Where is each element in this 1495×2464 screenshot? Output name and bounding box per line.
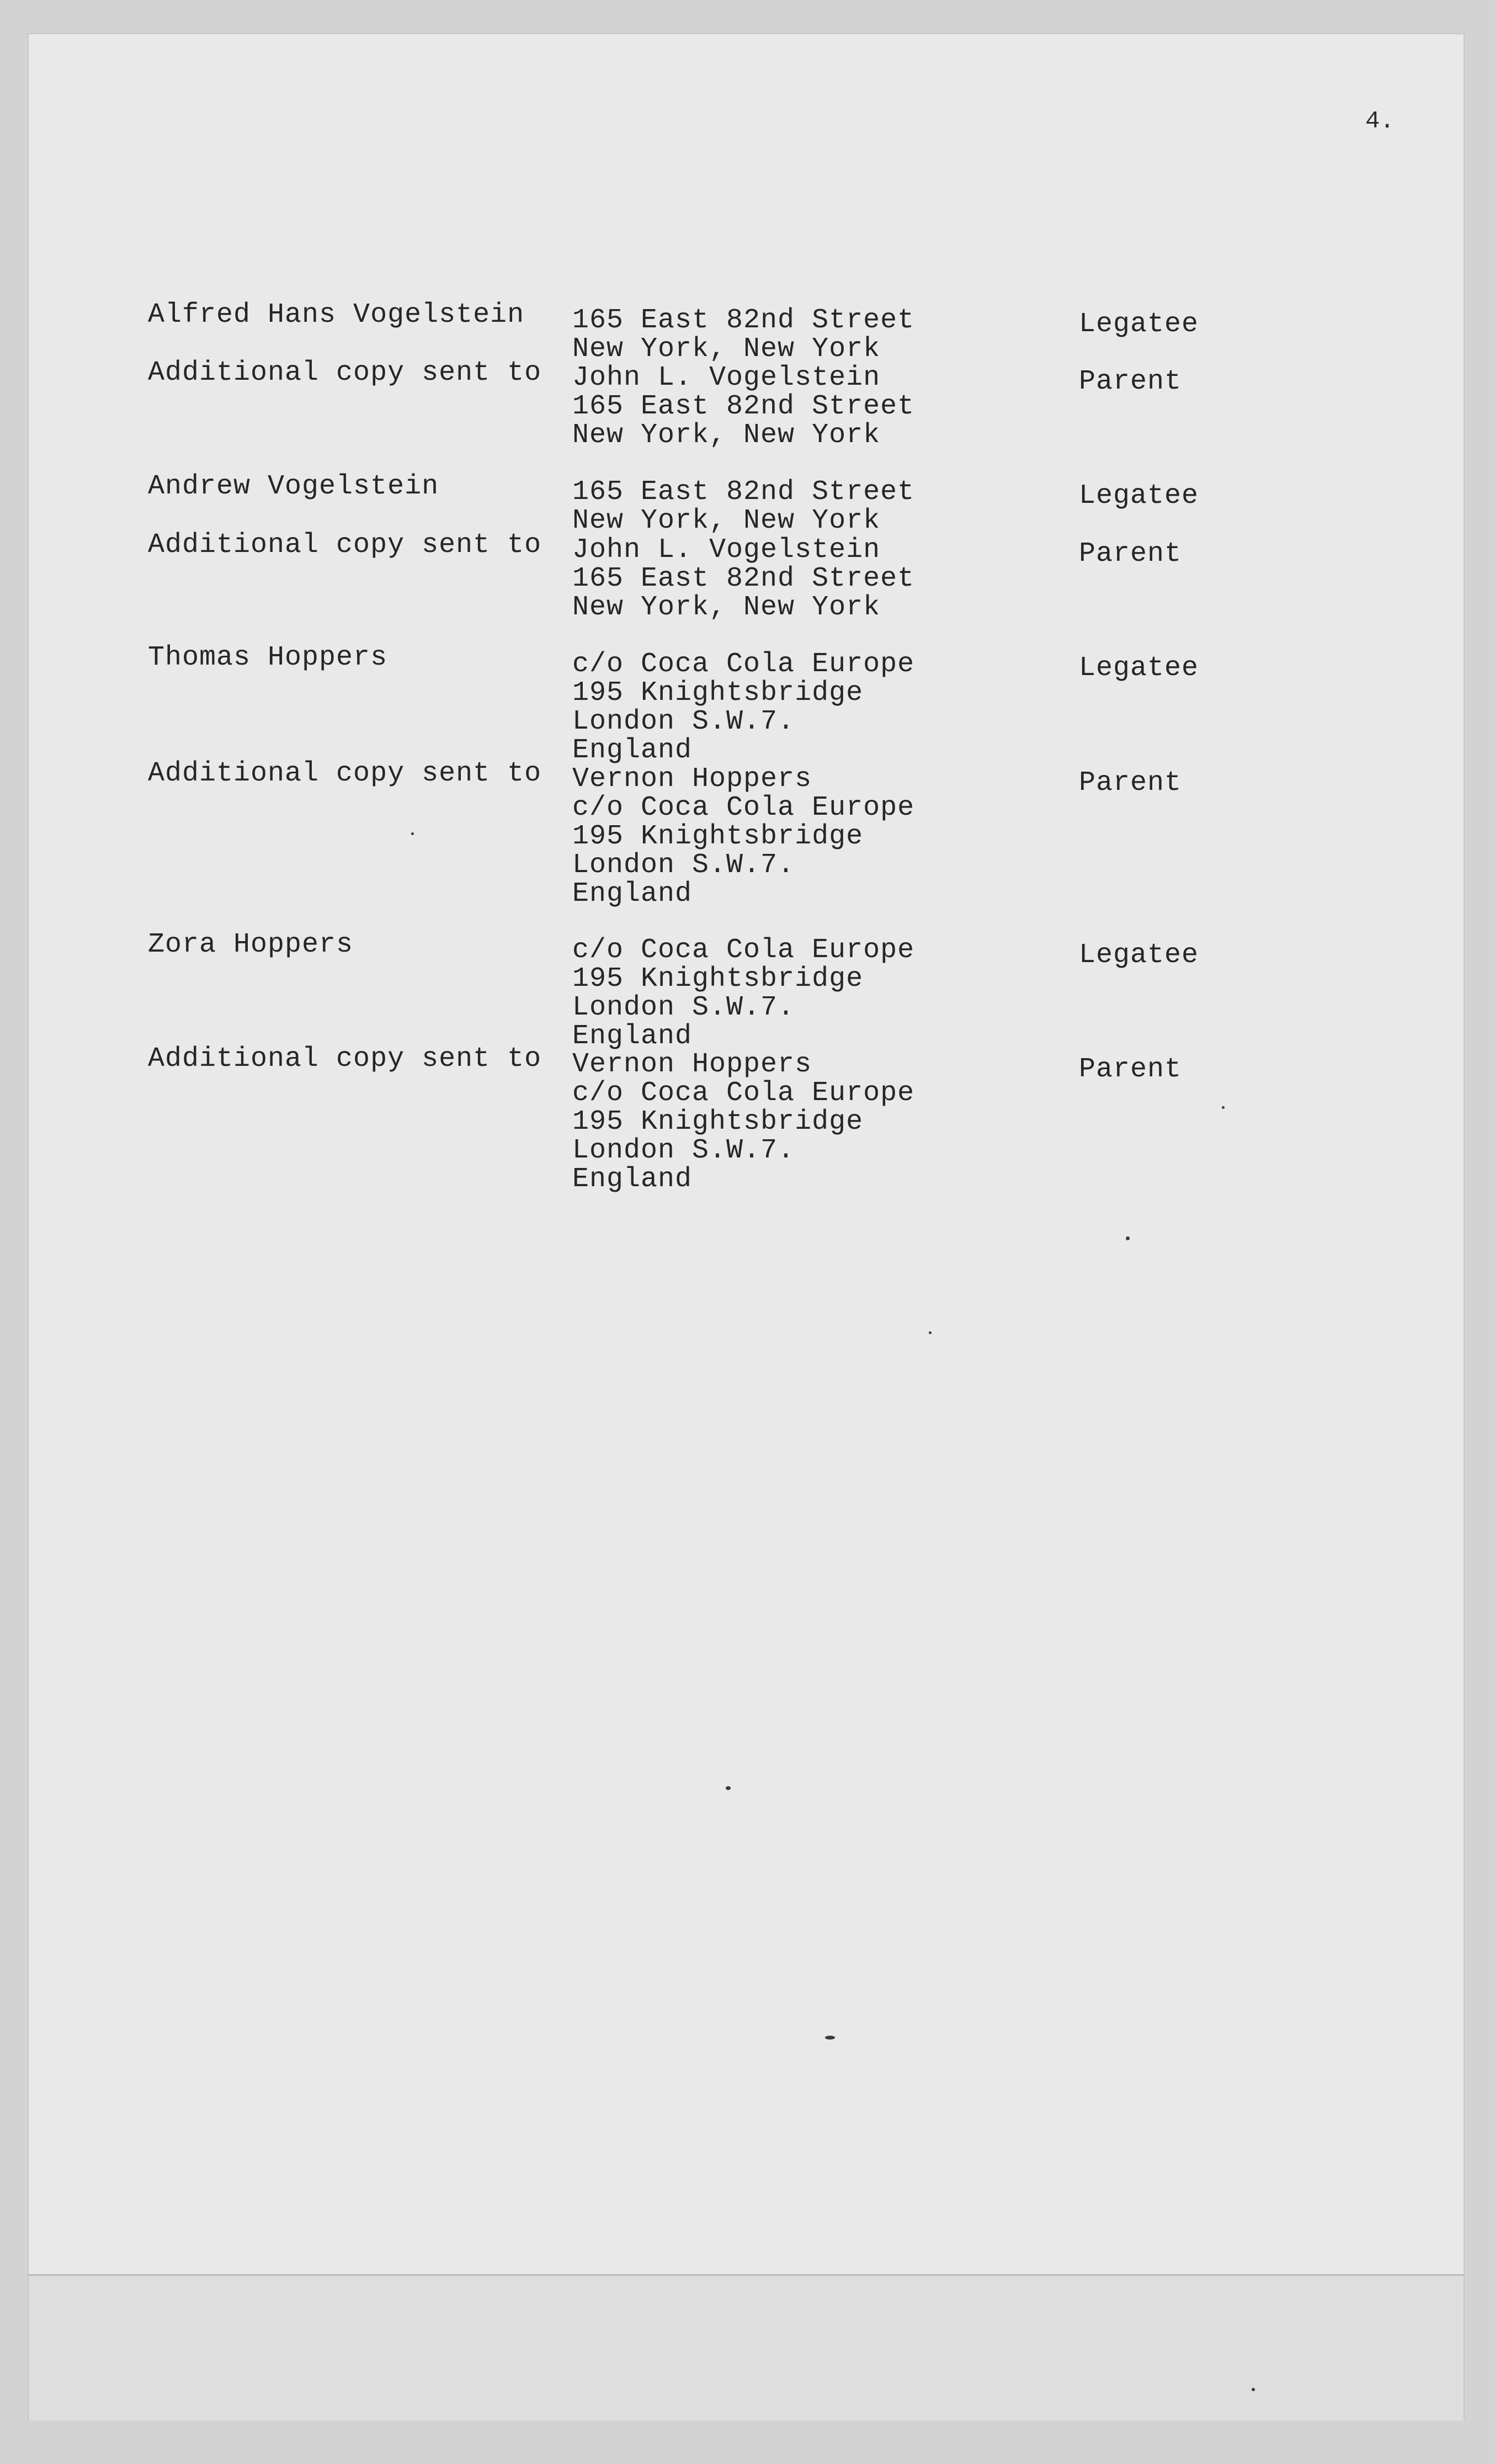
additional-role: Parent xyxy=(1079,1054,1182,1085)
additional-copy-label: Additional copy sent to xyxy=(148,357,542,389)
dust-speck xyxy=(1222,1106,1225,1109)
entry-address-line: London S.W.7. xyxy=(572,706,795,737)
additional-address-line: 165 East 82nd Street xyxy=(572,563,915,594)
entry-name: Thomas Hoppers xyxy=(148,642,388,673)
dust-speck xyxy=(726,1786,731,1790)
additional-role: Parent xyxy=(1079,538,1182,570)
additional-address-line: New York, New York xyxy=(572,419,881,451)
additional-role: Parent xyxy=(1079,767,1182,799)
entry-name: Zora Hoppers xyxy=(148,929,354,960)
additional-address-line: c/o Coca Cola Europe xyxy=(572,792,915,824)
dust-speck xyxy=(825,2036,835,2040)
entry-address-line: New York, New York xyxy=(572,333,881,365)
entry-address-line: c/o Coca Cola Europe xyxy=(572,649,915,680)
additional-address-line: 195 Knightsbridge xyxy=(572,1106,864,1138)
additional-address-line: London S.W.7. xyxy=(572,1135,795,1166)
entry-role: Legatee xyxy=(1079,309,1199,340)
additional-address-line: Vernon Hoppers xyxy=(572,1049,812,1080)
additional-copy-label: Additional copy sent to xyxy=(148,758,542,789)
dust-speck xyxy=(411,832,414,835)
entry-address-line: England xyxy=(572,735,693,766)
entry-address-line: c/o Coca Cola Europe xyxy=(572,934,915,966)
additional-role: Parent xyxy=(1079,366,1182,397)
entry-address-line: England xyxy=(572,1021,693,1052)
entry-address-line: New York, New York xyxy=(572,505,881,537)
dust-speck xyxy=(929,1331,932,1334)
entry-address-line: 165 East 82nd Street xyxy=(572,476,915,508)
dust-speck xyxy=(1126,1236,1130,1240)
additional-copy-label: Additional copy sent to xyxy=(148,529,542,561)
entry-address-line: 195 Knightsbridge xyxy=(572,677,864,709)
additional-address-line: New York, New York xyxy=(572,592,881,623)
entry-address-line: 165 East 82nd Street xyxy=(572,305,915,336)
entry-role: Legatee xyxy=(1079,939,1199,971)
additional-address-line: London S.W.7. xyxy=(572,849,795,881)
entry-address-line: 195 Knightsbridge xyxy=(572,963,864,995)
additional-address-line: England xyxy=(572,1164,693,1195)
paper-fold-strip xyxy=(29,2274,1464,2420)
additional-address-line: 195 Knightsbridge xyxy=(572,821,864,852)
entry-name: Andrew Vogelstein xyxy=(148,471,439,502)
dust-speck xyxy=(1252,2388,1255,2391)
entry-name: Alfred Hans Vogelstein xyxy=(148,299,525,331)
page-number: 4. xyxy=(1365,108,1395,135)
additional-address-line: Vernon Hoppers xyxy=(572,763,812,795)
additional-address-line: England xyxy=(572,878,693,910)
additional-address-line: 165 East 82nd Street xyxy=(572,391,915,422)
entry-role: Legatee xyxy=(1079,652,1199,684)
entry-role: Legatee xyxy=(1079,480,1199,512)
additional-address-line: John L. Vogelstein xyxy=(572,362,881,394)
entry-address-line: London S.W.7. xyxy=(572,992,795,1023)
additional-address-line: c/o Coca Cola Europe xyxy=(572,1077,915,1109)
additional-copy-label: Additional copy sent to xyxy=(148,1043,542,1075)
additional-address-line: John L. Vogelstein xyxy=(572,534,881,566)
